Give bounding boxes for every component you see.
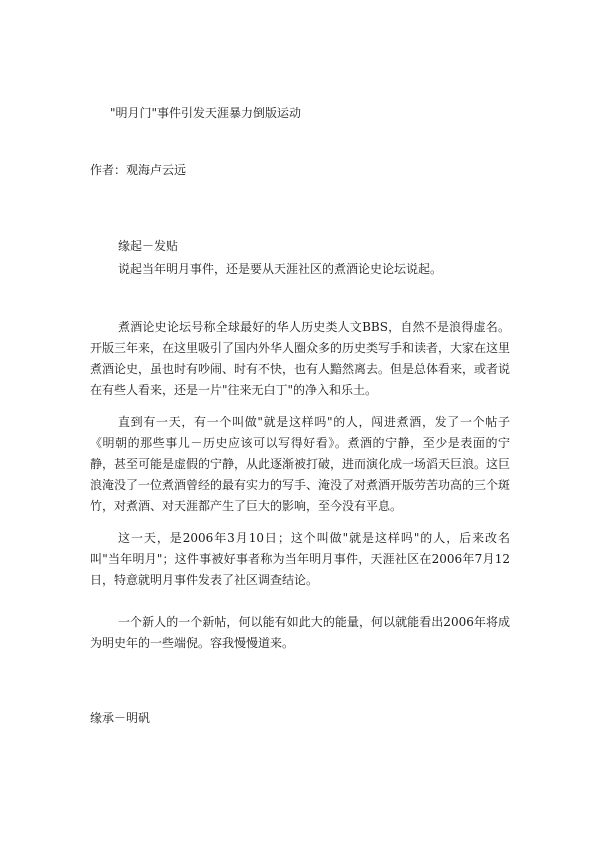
paragraph-intro: 说起当年明月事件，还是要从天涯社区的煮酒论史论坛说起。 [118,262,443,276]
author-line: 作者：观海卢云远 [90,163,187,177]
paragraph-date: 这一天，是2006年3月10日；这个叫做"就是这样吗"的人，后来改名叫"当年明月"；这件事被好事者称为当年明月事件，天涯社区在2006年7月12日，特意就明月事件发表了社区调查结论。 [90,531,510,587]
section-heading-origin: 缘起－发贴 [118,239,179,253]
paragraph-first-post: 直到有一天，有一个叫做"就是这样吗"的人，闯进煮酒，发了一个帖子《明朝的那些事儿－历史应该可以写得好看》。煮酒的宁静，至少是表面的宁静，甚至可能是虚假的宁静，从此逐渐被打破，进而演化成一场滔天巨浪。这巨浪淹没了一位煮酒曾经的最有实力的写手、淹没了对煮酒开版劳苦功高的三个斑竹，对煮酒、对天涯都产生了巨大的影响，至今没有平息。 [90,415,511,513]
section-heading-continuation: 缘承－明矾 [90,711,151,725]
document-title: "明月门"事件引发天涯暴力倒版运动 [110,106,302,120]
paragraph-forum-description: 煮酒论史论坛号称全球最好的华人历史类人文BBS，自然不是浪得虚名。开版三年来，在这里吸引了国内外华人圈众多的历史类写手和读者，大家在这里煮酒论史，虽也时有吵闹、时有不快，也有人黯然离去。但是总体看来，或者说在有些人看来，还是一片"往来无白丁"的净入和乐土。 [90,320,511,397]
paragraph-closing: 一个新人的一个新帖，何以能有如此大的能量，何以就能看出2006年将成为明史年的一些端倪。容我慢慢道来。 [90,615,510,650]
